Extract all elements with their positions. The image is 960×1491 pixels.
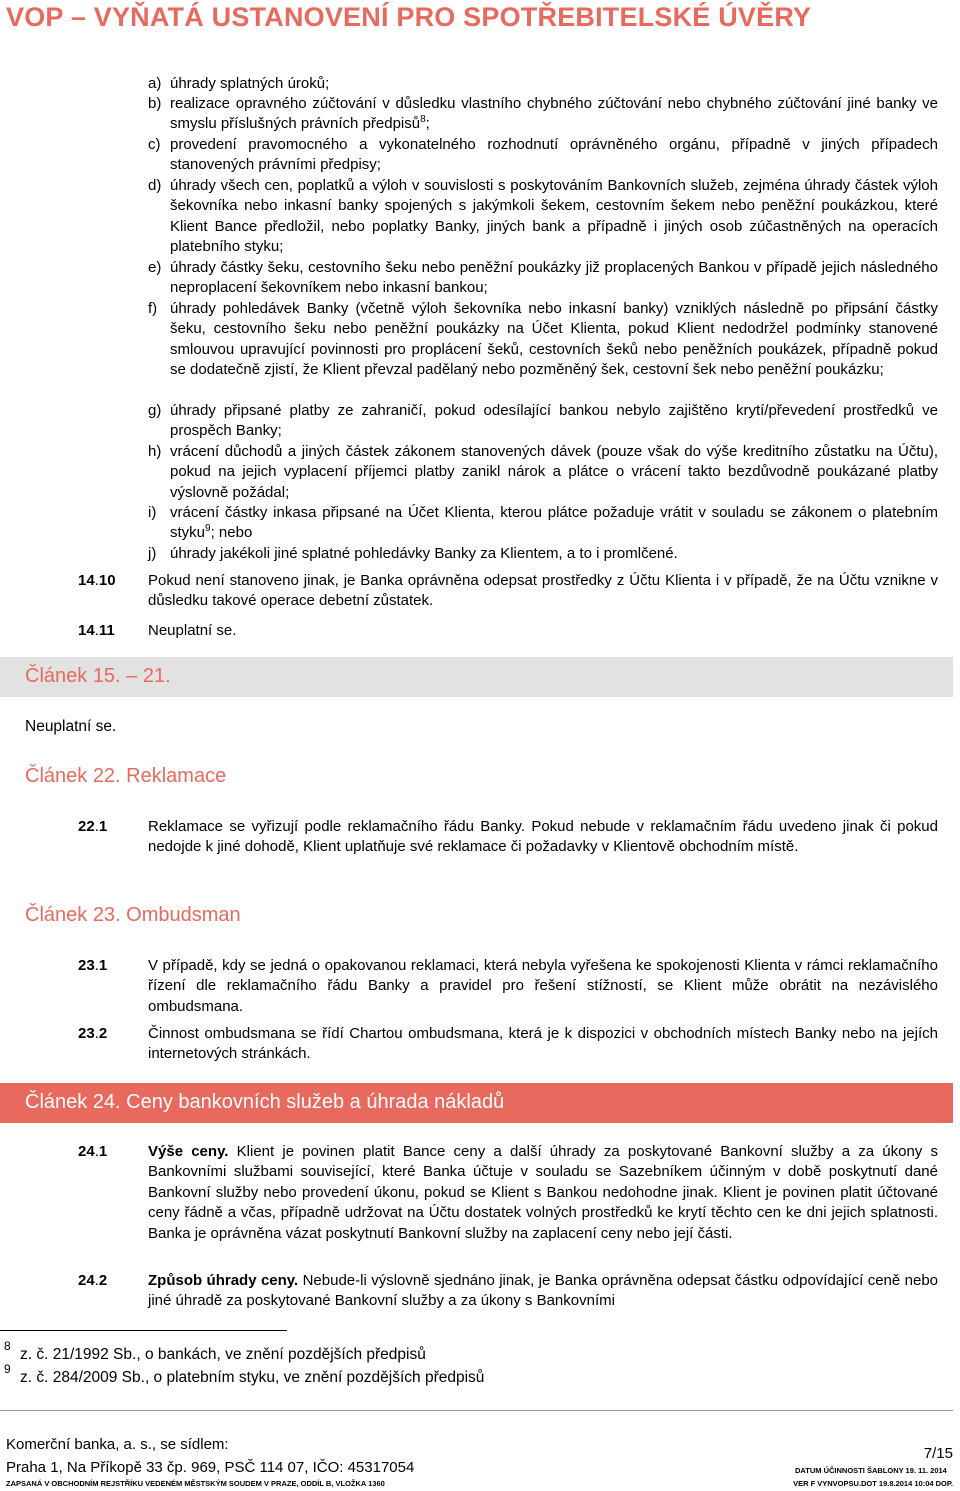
list-item-label: i) — [148, 504, 157, 521]
clause-text: Neuplatní se. — [148, 622, 237, 639]
footnote-ref[interactable]: 9 — [205, 523, 211, 535]
list-item-label: a) — [148, 75, 162, 92]
footnote-text: z. č. 284/2009 Sb., o platebním styku, ve znění pozdějších předpisů — [20, 1369, 485, 1386]
footer-company: Komerční banka, a. s., se sídlem: — [6, 1436, 229, 1453]
clause-number: 24.1 — [78, 1143, 108, 1160]
list-item-text: úhrady částky šeku, cestovního šeku nebo peněžní poukázky již proplacených Bankou v případě jejich následného neproplacení šekovníkem nebo inkasní bankou; — [170, 259, 938, 297]
list-item-label: j) — [148, 545, 157, 562]
clause-number: 23.2 — [78, 1025, 108, 1042]
clause-text: Pokud není stanoveno jinak, je Banka oprávněna odepsat prostředky z Účtu Klienta i v případě, že na Účtu vznikne v důsledku takové operace debetní zůstatek. — [148, 572, 938, 610]
list-item — [148, 503, 938, 544]
list-item — [148, 135, 938, 176]
clause-number: 14.11 — [78, 622, 115, 639]
list-item-label: c) — [148, 136, 161, 153]
section-heading-15-21 — [0, 657, 953, 697]
template-version: VER F VYNVOPSU.DOT 19.8.2014 10:04 DOP. — [793, 1479, 953, 1488]
clause-number: 24.2 — [78, 1272, 108, 1289]
list-item-text: úhrady pohledávek Banky (včetně výloh šekovníka nebo inkasní banky) vzniklých následně po připsání částky šeku, cestovního šeku nebo peněžní poukázky na Účet Klienta, pokud Klient nedodržel podmínky stanovené smlouvou upravující povinnosti pro proplácení šeků, cestovních šeků nebo peněžních poukázek, případně pokud se dodatečně zjistí, že Klient převzal padělaný nebo pozměněný šek, cestovní šek nebo peněžní poukázku; — [170, 300, 938, 379]
list-item-text: úhrady všech cen, poplatků a výloh v souvislosti s poskytováním Bankovních služeb, zejména úhrady částek výloh šekovníka nebo inkasní banky spojených s jakýmkoli šekem, cestovním šekem nebo peněžní poukázkou, které Klient Bance předložil, nebo poplatky Banky, jiných bank a případně i jiných osob zúčastněných na operacích platebního styku; — [170, 177, 938, 256]
footnote-text: z. č. 21/1992 Sb., o bankách, ve znění pozdějších předpisů — [20, 1346, 426, 1363]
clause-text: Výše ceny. Klient je povinen platit Bance ceny a další úhrady za poskytované Bankovní služby a za úkony s Bankovními službami související, které Banka účtuje v souladu se Sazebníkem účinným v době poskytnutí dané Bankovní služby nebo provedení úkonu, pokud se Klient s Bankou nedohodne jinak. Klient je povinen platit účtované ceny řádně a včas, případně udržovat na Účtu dostatek volných prostředků ke krytí těchto cen ke dni jejich splatnosti. Banka je oprávněna vázat poskytnutí Bankovní služby na zaplacení ceny nebo její části. — [148, 1143, 938, 1242]
list-item-text: úhrady připsané platby ze zahraničí, pokud odesílající bankou nebylo zajištěno krytí/převedení prostředků ve prospěch Banky; — [170, 402, 938, 440]
list-item-text: vrácení důchodů a jiných částek zákonem stanovených dávek (pouze však do výše kreditního zůstatku na Účtu), pokud na jejich vyplacení příjemci platby zanikl nárok a plátce o vrácení takto bezdůvodně poukázané platby výslovně požádal; — [170, 443, 938, 501]
footnote — [4, 1339, 426, 1364]
list-item-text: vrácení částky inkasa připsané na Účet Klienta, kterou plátce požaduje vrátit v souladu se zákonem o platebním styku$^9$; nebo — [170, 504, 938, 542]
section-title: Článek 24. Ceny bankovních služeb a úhrada nákladů — [25, 1091, 505, 1113]
footnote-divider — [0, 1330, 287, 1331]
section-title: Článek 15. – 21. — [25, 665, 171, 687]
clause-text: Reklamace se vyřizují podle reklamačního řádu Banky. Pokud nebude v reklamačním řádu uvedeno jinak či pokud nedojde k jiné dohodě, Klient uplatňuje své reklamace či požadavky v Klientově obchodním místě. — [148, 818, 938, 856]
list-item — [148, 544, 938, 564]
list-item — [148, 401, 938, 442]
list-item-text: provedení pravomocného a vykonatelného rozhodnutí oprávněného orgánu, případně v jiných případech stanovených právními předpisy; — [170, 136, 938, 174]
footnote-mark: 9 — [4, 1362, 11, 1376]
clause-text: V případě, kdy se jedná o opakovanou reklamaci, která nebyla vyřešena ke spokojenosti Klienta v rámci reklamačního řízení dle reklamačního řádu Banky a pravidel pro řešení stížností, se Klient může obrátit na nezávislého ombudsmana. — [148, 957, 938, 1015]
page-number: 7/15 — [923, 1445, 953, 1462]
list-item-text: realizace opravného zúčtování v důsledku vlastního chybného zúčtování nebo chybného zúčtování jiné banky ve smyslu příslušných právních předpisů$^8$; — [170, 95, 938, 133]
clause-number: 22.1 — [78, 818, 108, 835]
section-heading-22: Článek 22. Reklamace — [25, 765, 227, 787]
clause-text: Činnost ombudsmana se řídí Chartou ombudsmana, která je k dispozici v obchodních místech Banky nebo na jejích internetových stránkách. — [148, 1025, 938, 1063]
list-item-label: b) — [148, 95, 162, 112]
list-item-label: g) — [148, 402, 162, 419]
clause-number: 23.1 — [78, 957, 108, 974]
footnote — [4, 1362, 485, 1387]
list-item-text: úhrady splatných úroků; — [170, 75, 330, 92]
footer-address: Praha 1, Na Příkopě 33 čp. 969, PSČ 114 07, IČO: 45317054 — [6, 1459, 415, 1476]
footer-divider — [0, 1410, 953, 1411]
page-header-title: VOP – VYŇATÁ USTANOVENÍ PRO SPOTŘEBITELSKÉ ÚVĚRY — [6, 2, 812, 32]
list-item-label: e) — [148, 259, 162, 276]
template-validity: DATUM ÚČINNOSTI ŠABLONY 19. 11. 2014 — [795, 1466, 947, 1475]
list-item-text: úhrady jakékoli jiné splatné pohledávky Banky za Klientem, a to i promlčené. — [170, 545, 678, 562]
footer-registry: ZAPSANÁ V OBCHODNÍM REJSTŘÍKU VEDENÉM MĚSTSKÝM SOUDEM V PRAZE, ODDÍL B, VLOŽKA 1360 — [6, 1479, 385, 1488]
list-item — [148, 442, 938, 503]
footnote-mark: 8 — [4, 1339, 11, 1353]
list-item — [148, 299, 938, 381]
clause-number: 14.10 — [78, 572, 116, 589]
list-item-label: d) — [148, 177, 162, 194]
list-item — [148, 74, 938, 94]
list-item — [148, 258, 938, 299]
section-heading-24 — [0, 1083, 953, 1123]
list-item-label: f) — [148, 300, 158, 317]
section-heading-23: Článek 23. Ombudsman — [25, 904, 241, 926]
footnote-ref[interactable]: 8 — [420, 114, 426, 126]
list-item — [148, 94, 938, 135]
section-text: Neuplatní se. — [25, 718, 117, 735]
list-item-label: h) — [148, 443, 162, 460]
clause-text: Způsob úhrady ceny. Nebude-li výslovně sjednáno jinak, je Banka oprávněna odepsat částku odpovídající ceně nebo jiné úhradě za poskytované Bankovní služby a za úkony s Bankovními — [148, 1272, 938, 1310]
list-item — [148, 176, 938, 258]
